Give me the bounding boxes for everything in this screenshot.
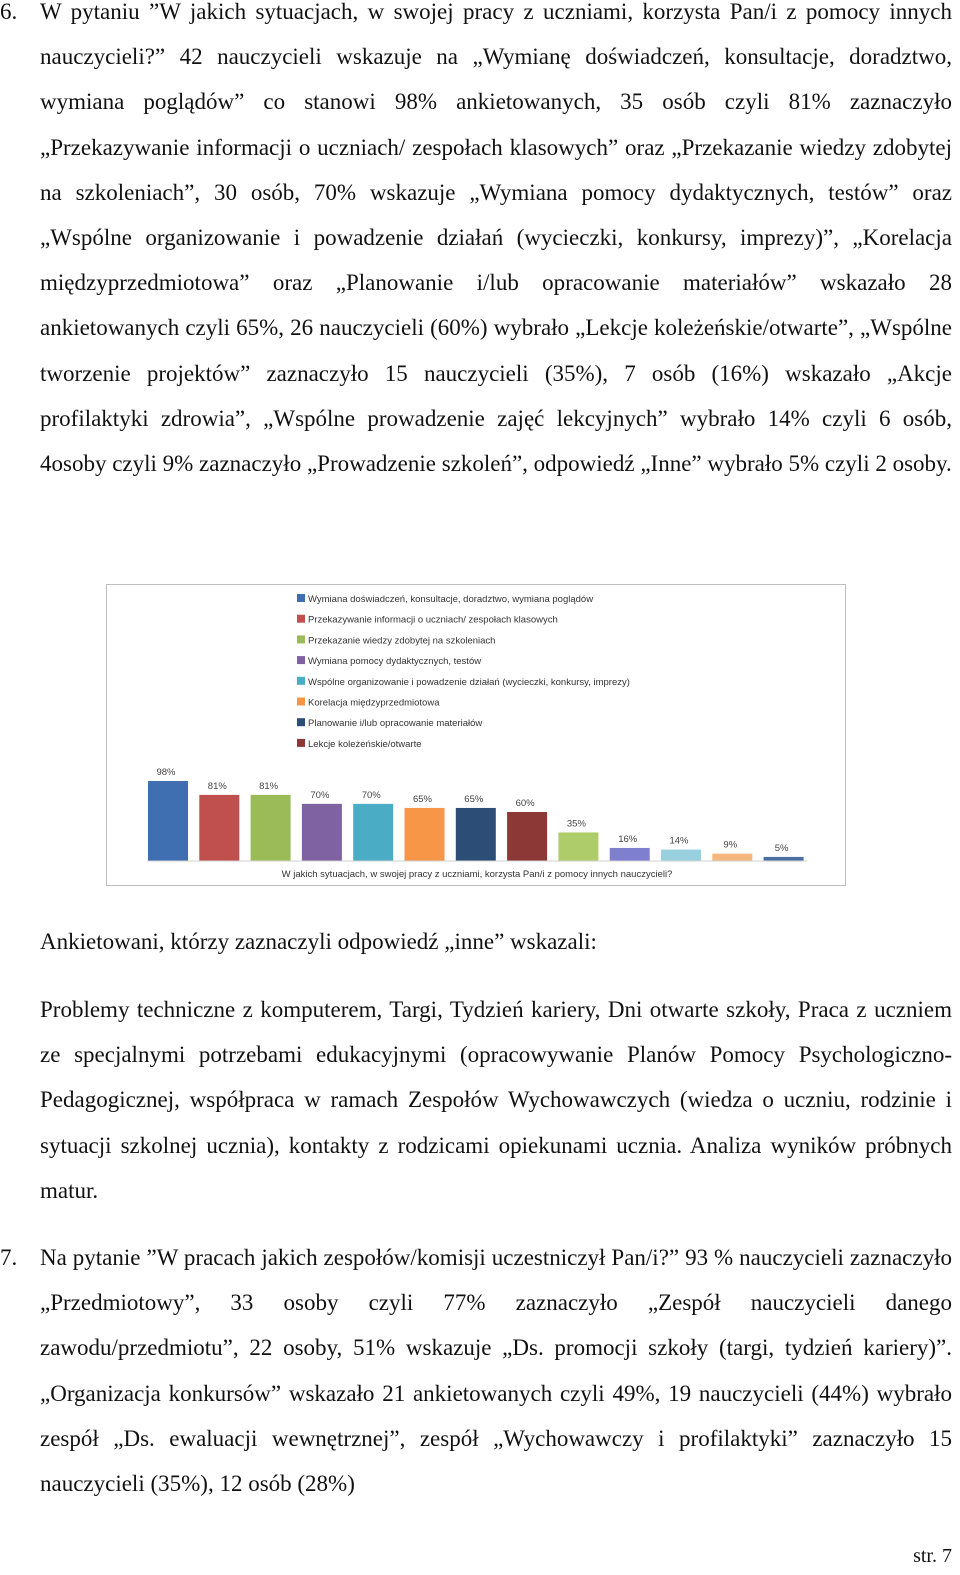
chart-bar — [507, 812, 547, 861]
others-paragraph: Problemy techniczne z komputerem, Targi, Tydzień kariery, Dni otwarte szkoły, Praca z uczniem ze specjalnymi potrzebami edukacyjnymi (opracowywanie Planów Pomocy Psychologiczno- Pedagogicznej, współpraca w ramach Zespołów Wychowawczych (wiedza o uczniu, rodzinie i sytuacji szkolnej ucznia), kontakty z rodzicami opiekunami ucznia. Analiza wyników próbnych matur. — [40, 997, 952, 1203]
item-6-number: 6. — [0, 0, 18, 24]
bar-value-label: 98% — [156, 767, 176, 778]
chart-bar — [353, 804, 393, 861]
page-number: str. 7 — [913, 1545, 952, 1567]
legend-swatch — [297, 615, 305, 623]
bar-value-label: 16% — [618, 833, 638, 845]
chart-bar — [712, 854, 752, 861]
bar-value-label: 14% — [669, 835, 689, 847]
item-7-number: 7. — [0, 1245, 18, 1270]
legend-label: Korelacja międzyprzedmiotowa — [308, 697, 440, 709]
legend-label: Przekazanie wiedzy zdobytej na szkoleniach — [308, 635, 496, 647]
item-6-paragraph: W pytaniu ”W jakich sytuacjach, w swojej pracy z uczniami, korzysta Pan/i z pomocy innych nauczycieli?” 42 nauczycieli wskazuje na „Wymianę doświadczeń, konsultacje, doradztwo, wymiana poglądów” co stanowi 98% ankietowanych, 35 osób czyli 81% zaznaczyło „Przekazywanie informacji o uczniach/ zespołach klasowych” oraz „Przekazanie wiedzy zdobytej na szkoleniach”, 30 osób, 70% wskazuje „Wymiana pomocy dydaktycznych, testów” oraz „Wspólne organizowanie i powadzenie działań (wycieczki, konkursy, imprezy)”, „Korelacja międzyprzedmiotowa” oraz „Planowanie i/lub opracowanie materiałów” wskazało 28 ankietowanych czyli 65%, 26 nauczycieli (60%) wybrało „Lekcje koleżeńskie/otwarte”, „Wspólne tworzenie projektów” zaznaczyło 15 nauczycieli (35%), 7 osób (16%) wskazało „Akcje profilaktyki zdrowia”, „Wspólne prowadzenie zajęć lekcyjnych” wybrało 14% czyli 6 osób, 4osoby czyli 9% zaznaczyło „Prowadzenie szkoleń”, odpowiedź „Inne” wybrało 5% czyli 2 osoby. — [40, 0, 952, 477]
chart-bar — [610, 848, 650, 861]
legend-swatch — [297, 698, 305, 706]
chart-bar — [764, 857, 804, 861]
chart-bar — [148, 781, 188, 861]
chart-bar — [661, 850, 701, 861]
bar-value-label: 35% — [566, 818, 586, 830]
bar-value-label: 81% — [259, 780, 279, 792]
bar-chart — [106, 584, 846, 886]
legend-label: Planowanie i/lub opracowanie materiałów — [308, 718, 483, 730]
bar-value-label: 70% — [310, 789, 330, 801]
others-heading: Ankietowani, którzy zaznaczyli odpowiedź „inne” wskazali: — [40, 929, 597, 954]
bar-value-label: 70% — [361, 789, 381, 801]
chart-bars — [148, 767, 804, 861]
chart-bar — [199, 795, 239, 861]
chart-bar — [302, 804, 342, 861]
legend-swatch — [297, 677, 305, 685]
bar-value-label: 65% — [464, 793, 484, 805]
legend-label: Wspólne organizowanie i powadzenie działań (wycieczki, konkursy, imprezy) — [308, 676, 630, 688]
item-7-paragraph: Na pytanie ”W pracach jakich zespołów/komisji uczestniczył Pan/i?” 93 % nauczycieli zaznaczyło „Przedmiotowy”, 33 osoby czyli 77% zaznaczyło „Zespół nauczycieli danego zawodu/przedmiotu”, 22 osoby, 51% wskazuje „Ds. promocji szkoły (targi, tydzień kariery)”. „Organizacja konkursów” wskazało 21 ankietowanych czyli 49%, 19 nauczycieli (44%) wybrało zespół „Ds. ewaluacji wewnętrznej”, zespół „Wychowawczy i profilaktyki” zaznaczyło 15 nauczycieli (35%), 12 osób (28%) — [40, 1245, 952, 1497]
legend-swatch — [297, 739, 305, 747]
bar-value-label: 65% — [412, 793, 433, 805]
bar-value-label: 9% — [723, 839, 738, 851]
legend-label: Lekcje koleżeńskie/otwarte — [308, 738, 422, 750]
legend-swatch — [297, 594, 305, 602]
chart-legend — [297, 594, 630, 750]
chart-bar — [405, 808, 445, 861]
legend-label: Wymiana doświadczeń, konsultacje, doradztwo, wymiana poglądów — [308, 594, 594, 605]
legend-swatch — [297, 718, 305, 726]
legend-swatch — [297, 656, 305, 664]
legend-label: Wymiana pomocy dydaktycznych, testów — [308, 656, 482, 668]
chart-bar — [251, 795, 291, 861]
bar-value-label: 60% — [515, 798, 535, 810]
chart-bar — [456, 808, 496, 861]
bar-value-label: 5% — [774, 842, 789, 854]
bar-value-label: 81% — [207, 780, 227, 792]
chart-bar — [558, 832, 598, 861]
bar-chart-svg — [107, 585, 847, 887]
chart-title: W jakich sytuacjach, w swojej pracy z uczniami, korzysta Pan/i z pomocy innych nauczycieli? — [281, 869, 673, 880]
legend-label: Przekazywanie informacji o uczniach/ zespołach klasowych — [308, 614, 558, 626]
legend-swatch — [297, 635, 305, 643]
